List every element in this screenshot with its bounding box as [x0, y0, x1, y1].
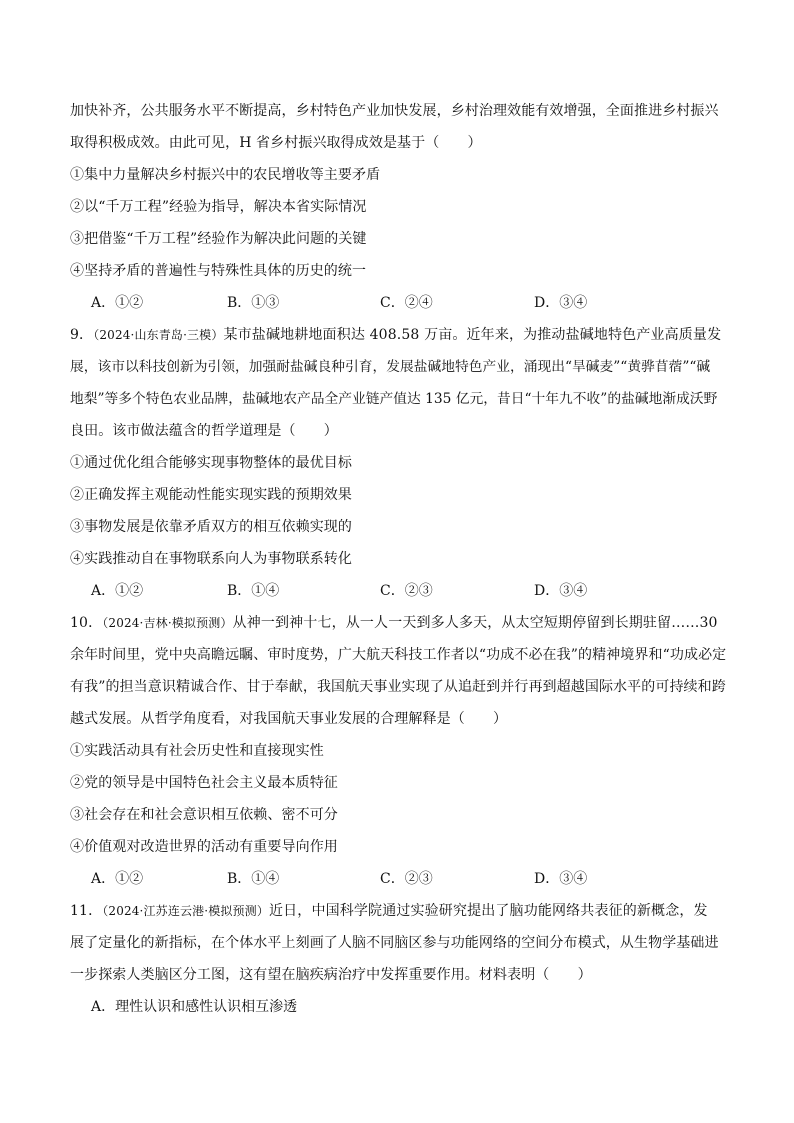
q11-options [91, 999, 691, 1015]
q11-source: （2024·江苏连云港·模拟预测） [102, 904, 269, 918]
q8-stem-line-2: 取得积极成效。由此可见，H 省乡村振兴取得成效是基于（ ） [70, 135, 482, 151]
q8-option-c[interactable]: C．②④ [380, 295, 433, 311]
q9-option-a[interactable]: A．①② [91, 583, 144, 599]
q11-stem-line-2: 展了定量化的新指标，在个体水平上刻画了人脑不同脑区参与功能网络的空间分布模式，从生物学基础进 [70, 935, 719, 951]
q10-statement-2: ②党的领导是中国特色社会主义最本质特征 [70, 775, 338, 791]
q9-option-c[interactable]: C．②③ [380, 583, 433, 599]
q10-option-a[interactable]: A．①② [91, 871, 144, 887]
q9-number: 9． [70, 327, 94, 343]
q8-option-a[interactable]: A．①② [91, 295, 144, 311]
q9-option-b[interactable]: B．①④ [227, 583, 280, 599]
q11-option-a[interactable]: A．理性认识和感性认识相互渗透 [91, 999, 298, 1015]
q11-stem-text-1: 近日，中国科学院通过实验研究提出了脑功能网络共表征的新概念，发 [269, 903, 708, 919]
q11-stem-line-1 [70, 903, 726, 919]
q11-number: 11． [70, 903, 103, 919]
q10-stem-line-4: 越式发展。从哲学角度看，对我国航天事业发展的合理解释是（ ） [70, 711, 508, 727]
q9-option-d[interactable]: D．③④ [534, 583, 588, 599]
q10-stem-line-2: 余年时间里，党中央高瞻远瞩、审时度势，广大航天科技工作者以“功成不必在我”的精神境界和“功成必定 [70, 647, 727, 663]
q10-stem-text-1: 从神一到神十七，从一人一天到多人多天，从太空短期停留到长期驻留……30 [232, 615, 718, 631]
q9-stem-text-1: 某市盐碱地耕地面积达 408.58 万亩。近年来，为推动盐碱地特色产业高质量发 [223, 327, 722, 343]
q10-option-d[interactable]: D．③④ [534, 871, 588, 887]
q9-statement-1: ①通过优化组合能够实现事物整体的最优目标 [70, 455, 352, 471]
q10-number: 10． [70, 615, 103, 631]
q9-stem-line-3: 地梨”等多个特色农业品牌，盐碱地农产品全产业链产值达 135 亿元，昔日“十年九不收”的盐碱地渐成沃野 [70, 391, 718, 407]
q10-statement-1: ①实践活动具有社会历史性和直接现实性 [70, 743, 324, 759]
q8-options [91, 295, 691, 311]
q9-stem-line-2: 展，该市以科技创新为引领，加强耐盐碱良种引育，发展盐碱地特色产业，涌现出“旱碱麦”“黄骅苜蓿”“碱 [70, 359, 711, 375]
q9-statement-2: ②正确发挥主观能动性能实现实践的预期效果 [70, 487, 352, 503]
q10-options [91, 871, 691, 887]
q10-stem-line-3: 有我”的担当意识精诚合作、甘于奉献，我国航天事业实现了从追赶到并行再到超越国际水平的可持续和跨 [70, 679, 726, 695]
q9-stem-line-4: 良田。该市做法蕴含的哲学道理是（ ） [70, 423, 338, 439]
q9-source: （2024·山东青岛·三模） [93, 328, 224, 342]
q10-option-c[interactable]: C．②③ [380, 871, 433, 887]
q11-stem-line-3: 一步探索人类脑区分工图，这有望在脑疾病治疗中发挥重要作用。材料表明（ ） [70, 967, 592, 983]
q10-source: （2024·吉林·模拟预测） [102, 616, 233, 630]
q10-statement-4: ④价值观对改造世界的活动有重要导向作用 [70, 839, 338, 855]
q9-statement-4: ④实践推动自在事物联系向人为事物联系转化 [70, 551, 352, 567]
q8-statement-3: ③把借鉴“千万工程”经验作为解决此问题的关键 [70, 231, 367, 247]
q9-statement-3: ③事物发展是依靠矛盾双方的相互依赖实现的 [70, 519, 352, 535]
q9-options [91, 583, 691, 599]
q8-statement-2: ②以“千万工程”经验为指导，解决本省实际情况 [70, 199, 367, 215]
q8-option-b[interactable]: B．①③ [227, 295, 280, 311]
q10-option-b[interactable]: B．①④ [227, 871, 280, 887]
q8-stem-line-1: 加快补齐，公共服务水平不断提高，乡村特色产业加快发展，乡村治理效能有效增强，全面推进乡村振兴 [70, 103, 719, 119]
q10-statement-3: ③社会存在和社会意识相互依赖、密不可分 [70, 807, 338, 823]
q8-option-d[interactable]: D．③④ [534, 295, 588, 311]
q8-statement-4: ④坚持矛盾的普遍性与特殊性具体的历史的统一 [70, 263, 367, 279]
q9-stem-line-1 [70, 327, 726, 343]
q10-stem-line-1 [70, 615, 726, 631]
q8-statement-1: ①集中力量解决乡村振兴中的农民增收等主要矛盾 [70, 167, 381, 183]
